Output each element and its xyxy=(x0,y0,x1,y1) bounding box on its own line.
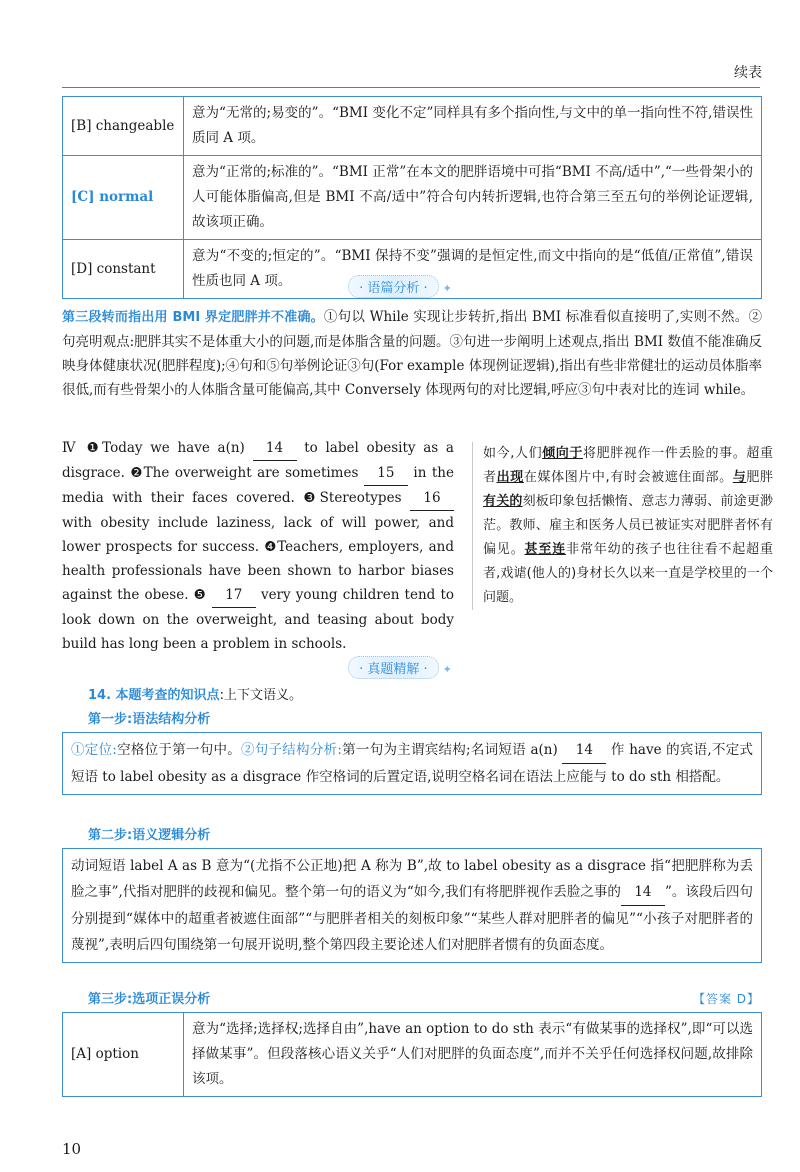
translation-text: 肥胖 xyxy=(746,470,773,485)
sentence-4: ❹Teachers, employers, and health professionals have been shown to harbor biases against the obese. xyxy=(62,539,454,603)
option-explanation: 意为“不变的;恒定的”。“BMI 保持不变”强调的是恒定性,而文中指向的是“低值/正常值”,错误性质也同 A 项。 xyxy=(184,240,762,299)
page-number: 10 xyxy=(62,1140,82,1158)
translation-text: 在媒体图片中,有时会被遮住面部。 xyxy=(523,470,733,485)
question-topic: :上下文语义。 xyxy=(219,688,302,703)
blank-17: 17 xyxy=(212,583,256,608)
analysis-lead: 第三段转而指出用 BMI 界定肥胖并不准确。 xyxy=(62,310,324,325)
option-label: [A] option xyxy=(63,1013,184,1097)
translation-text: 刻板印象包括懒惰、意志力薄弱、前途更渺茫。教师、雇主和医务人员已被证实对肥胖者怀有偏见。 xyxy=(483,494,773,557)
box-label: ②句子结构分析: xyxy=(241,742,342,758)
box-text: 空格位于第一句中。 xyxy=(116,742,241,758)
table-row xyxy=(63,156,762,240)
section-banner-discourse xyxy=(0,275,800,298)
box-text: 作 have 的宾语,不定式短语 to label obesity as a disgrace 作空格词的后置定语,说明空格名词在语法上应能与 to do sth 相搭配。 xyxy=(71,742,754,785)
blank-14-ref: 14 xyxy=(621,879,665,906)
blank-16: 16 xyxy=(410,486,454,511)
translation-keyword: 甚至连 xyxy=(524,542,567,557)
passage-translation xyxy=(472,442,773,610)
translation-text: 如今,人们 xyxy=(483,446,543,461)
sparkle-icon: ✦ xyxy=(442,663,452,676)
option-label-correct: [C] normal xyxy=(63,156,184,240)
step-2-heading: 第二步:语义逻辑分析 xyxy=(88,828,211,843)
answer-tag: 【答案 D】 xyxy=(692,992,760,1006)
table-row xyxy=(63,97,762,156)
sentence-5-b: very young children tend to look down on the overweight, and teasing about body build has long been a problem in schools. xyxy=(62,587,455,652)
question-number: 14. 本题考查的知识点 xyxy=(88,688,220,703)
semantic-analysis-box xyxy=(62,848,762,963)
sentence-2-a: ❷The overweight are sometimes xyxy=(130,465,359,481)
box-label: ①定位: xyxy=(71,742,117,758)
continued-label: 续表 xyxy=(734,65,762,81)
option-explanation: 意为“选择;选择权;选择自由”,have an option to do sth 表示“有做某事的选择权”,即“可以选择做某事”。但段落核心语义关乎“人们对肥胖的负面态度”,而并不关乎任何选择权问题,故排除该项。 xyxy=(184,1013,762,1097)
question-title xyxy=(88,684,302,703)
option-explanation: 意为“正常的;标准的”。“BMI 正常”在本文的肥胖语境中可指“BMI 不高/适中”,“一些骨架小的人可能体脂偏高,但是 BMI 不高/适中”符合句内转折逻辑,也符合第三至五句的举例论证逻辑,故该项正确。 xyxy=(184,156,762,240)
discourse-analysis xyxy=(62,305,762,402)
options-table-continued xyxy=(62,96,762,299)
step-3-heading: 第三步:选项正误分析 xyxy=(88,992,211,1007)
sentence-1-b: to label obesity as a disgrace. xyxy=(62,440,454,481)
box-text: ”。该段后四句分别提到“媒体中的超重者被遮住面部”“与肥胖者相关的刻板印象”“某些人群对肥胖者的偏见”“小孩子对肥胖者的蔑视”,表明后四句围绕第一句展开说明,整个第四段主要论述人们对肥胖者惯有的负面态度。 xyxy=(71,884,753,953)
paragraph-numeral: Ⅳ xyxy=(62,440,79,456)
translation-text: 非常年幼的孩子也往往看不起超重者,戏谑(他人的)身材长久以来一直是学校里的一个问题。 xyxy=(483,542,773,605)
step-1-heading: 第一步:语法结构分析 xyxy=(88,712,211,727)
sentence-1-a: ❶Today we have a(n) xyxy=(86,440,245,456)
sentence-3-a: ❸Stereotypes xyxy=(303,490,402,506)
sentence-3-b: with obesity include laziness, lack of will power, and lower prospects for success. xyxy=(62,515,454,555)
section-banner-explanation xyxy=(0,656,800,679)
blank-14: 14 xyxy=(253,436,297,461)
box-text: 第一句为主谓宾结构;名词短语 a(n) xyxy=(341,742,558,758)
section-title: · 真题精解 · xyxy=(348,656,439,679)
option-label: [B] changeable xyxy=(63,97,184,156)
option-label: [D] constant xyxy=(63,240,184,299)
blank-15: 15 xyxy=(364,461,408,486)
translation-keyword: 与 xyxy=(732,470,747,485)
passage-paragraph-4 xyxy=(62,436,454,656)
table-row xyxy=(63,1013,762,1097)
translation-keyword: 倾向于 xyxy=(542,446,584,461)
options-table-analysis xyxy=(62,1012,762,1097)
analysis-body: ①句以 While 实现让步转折,指出 BMI 标准看似直接明了,实则不然。②句亮明观点:肥胖其实不是体重大小的问题,而是体脂含量的问题。③句进一步阐明上述观点,指出 BMI 数值不能准确反映身体健康状况(肥胖程度);④句和⑤句举例论证③句(For example 体现例证逻辑),指出有些非常健壮的运动员体脂率很低,而有些骨架小的人体脂含量可能偏高,其中 Conversely 体现两句的对比逻辑,呼应③句中表对比的连词 while。 xyxy=(62,309,762,398)
option-explanation: 意为“无常的;易变的”。“BMI 变化不定”同样具有多个指向性,与文中的单一指向性不符,错误性质同 A 项。 xyxy=(184,97,762,156)
box-text: 动词短语 label A as B 意为“(尤指不公正地)把 A 称为 B”,故 to label obesity as a disgrace 指“把肥胖称为丢脸之事”,代指对肥胖的歧视和偏见。整个第一句的语义为“如今,我们有将肥胖视作丢脸之事的 xyxy=(71,858,753,900)
sentence-5-a: ❺ xyxy=(193,587,207,603)
sparkle-icon: ✦ xyxy=(442,282,452,295)
translation-keyword: 出现 xyxy=(496,470,524,485)
translation-keyword: 有关的 xyxy=(483,494,523,509)
translation-text: 将肥胖视作一件丢脸的事。超重者 xyxy=(483,446,773,485)
grammar-analysis-box xyxy=(62,732,762,795)
section-title: · 语篇分析 · xyxy=(348,275,439,298)
sentence-2-b: in the media with their faces covered. xyxy=(62,465,454,506)
blank-14-ref: 14 xyxy=(562,737,606,764)
header-rule xyxy=(62,87,760,88)
